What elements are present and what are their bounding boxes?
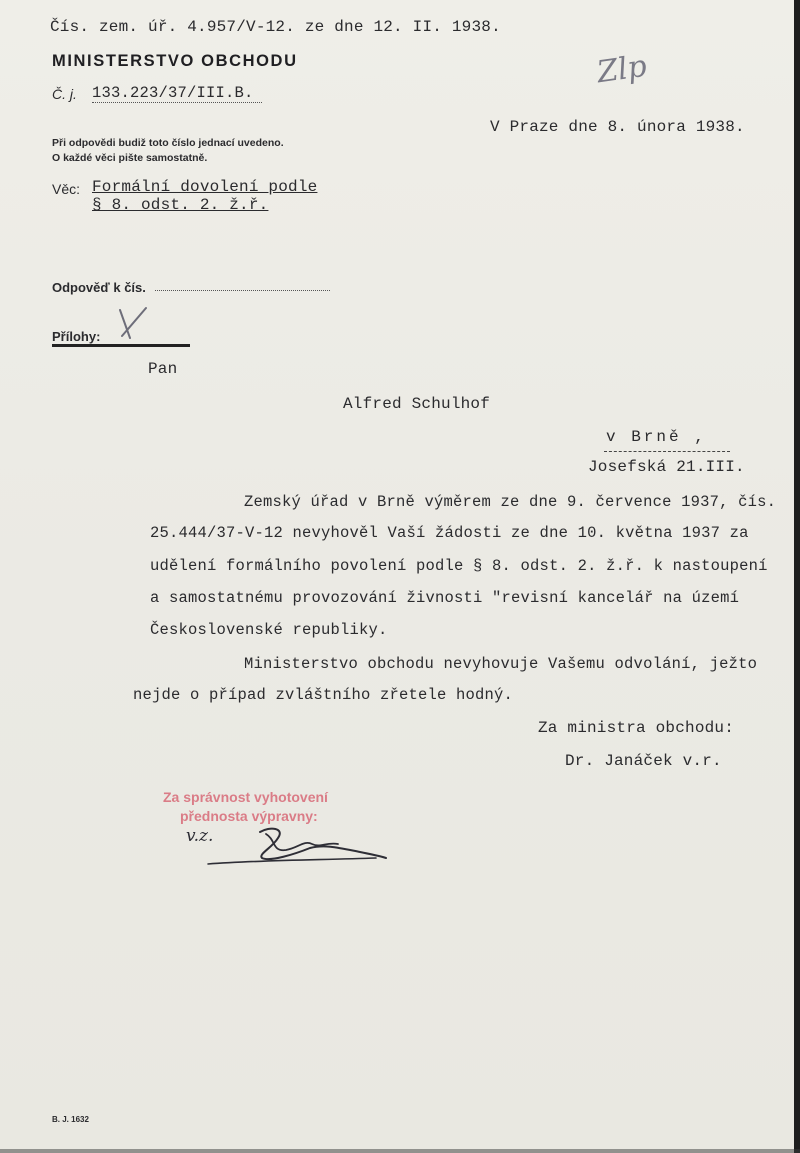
for-minister: Za ministra obchodu: xyxy=(538,719,735,737)
body-line-4: a samostatnému provozování živnosti "revisní kancelář na území xyxy=(150,589,740,607)
signature-initials: v.z. xyxy=(186,826,214,846)
city-underline xyxy=(604,451,730,452)
body-line-3: udělení formálního povolení podle § 8. odst. 2. ž.ř. k nastoupení xyxy=(150,557,768,575)
addressee-city: v Brně , xyxy=(606,428,707,446)
scan-edge-right xyxy=(794,0,800,1153)
scan-edge-bottom xyxy=(0,1149,800,1153)
body-line-5: Československé republiky. xyxy=(150,621,388,639)
form-code: B. J. 1632 xyxy=(52,1115,89,1124)
ministry-heading: MINISTERSTVO OBCHODU xyxy=(52,52,298,70)
cj-label: Č. j. xyxy=(52,86,77,102)
handwritten-mark: Zlp xyxy=(594,48,649,91)
handwritten-signature xyxy=(200,818,390,870)
attachments-label: Přílohy: xyxy=(52,329,101,344)
subject-line-2: § 8. odst. 2. ž.ř. xyxy=(92,196,269,214)
attachments-rule xyxy=(52,344,190,347)
body-line-1: Zemský úřad v Brně výměrem ze dne 9. července 1937, čís. xyxy=(244,493,777,511)
answer-label: Odpověď k čís. xyxy=(52,280,146,295)
instruction-line-1: Při odpovědi budiž toto číslo jednací uvedeno. xyxy=(52,137,284,149)
instruction-line-2: O každé věci pište samostatně. xyxy=(52,152,208,164)
signer-name: Dr. Janáček v.r. xyxy=(565,752,722,770)
place-date: V Praze dne 8. února 1938. xyxy=(490,118,745,136)
stamp-line-1: Za správnost vyhotovení xyxy=(163,789,328,805)
body-line-7: nejde o případ zvláštního zřetele hodný. xyxy=(133,686,514,704)
addressee-name: Alfred Schulhof xyxy=(343,395,491,413)
addressee-street: Josefská 21.III. xyxy=(588,458,745,476)
subject-label: Věc: xyxy=(52,181,81,197)
reference-line: Čís. zem. úř. 4.957/V-12. ze dne 12. II. 1938. xyxy=(50,18,501,36)
cj-number: 133.223/37/III.B. xyxy=(92,84,262,103)
subject-line-1: Formální dovolení podle xyxy=(92,178,318,196)
attachments-cross-mark xyxy=(112,304,152,344)
stamp-line-2: přednosta výpravny: xyxy=(180,808,318,824)
answer-line xyxy=(155,290,330,291)
body-line-2: 25.444/37-V-12 nevyhověl Vaší žádosti ze dne 10. května 1937 za xyxy=(150,524,749,542)
salutation: Pan xyxy=(148,360,178,378)
body-line-6: Ministerstvo obchodu nevyhovuje Vašemu odvolání, ježto xyxy=(244,655,758,673)
